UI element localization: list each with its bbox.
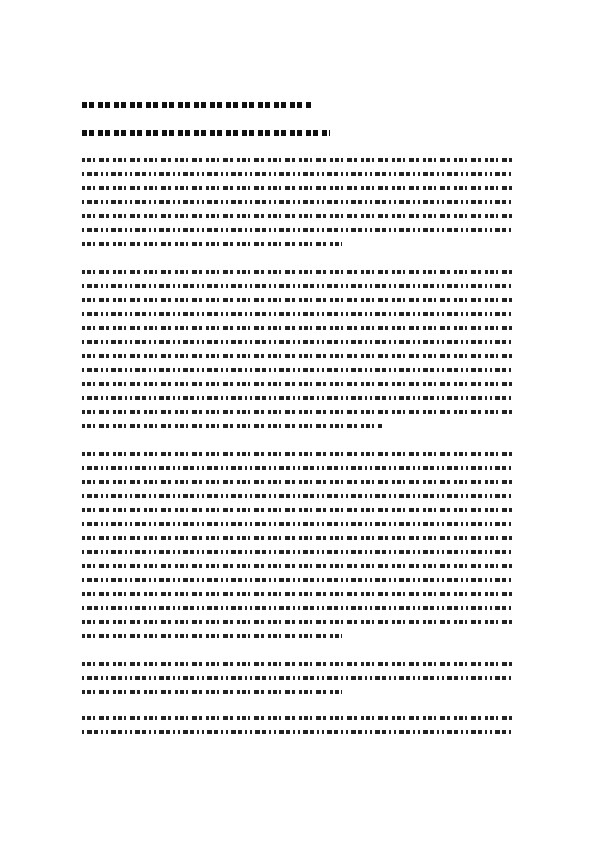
text-line — [82, 340, 514, 344]
text-line — [82, 186, 514, 190]
text-line — [82, 368, 514, 372]
text-line — [82, 158, 514, 162]
text-line — [82, 424, 382, 428]
text-line — [82, 606, 514, 610]
text-line — [82, 508, 514, 512]
text-line — [82, 200, 514, 204]
text-line — [82, 354, 514, 358]
text-line — [82, 592, 514, 596]
text-line — [82, 298, 514, 302]
document-heading — [82, 102, 312, 108]
text-line — [82, 662, 514, 666]
text-line — [82, 536, 514, 540]
text-line — [82, 172, 514, 176]
text-line — [82, 730, 514, 734]
text-line — [82, 480, 514, 484]
text-line — [82, 326, 514, 330]
text-line — [82, 494, 514, 498]
text-line — [82, 312, 514, 316]
text-line — [82, 270, 514, 274]
text-line — [82, 690, 342, 694]
text-line — [82, 228, 514, 232]
text-line — [82, 620, 514, 624]
document-subheading — [82, 130, 330, 136]
text-line — [82, 550, 514, 554]
text-line — [82, 564, 514, 568]
text-line — [82, 716, 514, 720]
text-line — [82, 522, 514, 526]
text-line — [82, 382, 514, 386]
text-line — [82, 578, 514, 582]
text-line — [82, 242, 342, 246]
text-line — [82, 214, 514, 218]
text-line — [82, 634, 342, 638]
text-line — [82, 676, 514, 680]
text-line — [82, 410, 514, 414]
text-line — [82, 452, 514, 456]
text-line — [82, 466, 514, 470]
text-line — [82, 396, 514, 400]
text-line — [82, 284, 514, 288]
